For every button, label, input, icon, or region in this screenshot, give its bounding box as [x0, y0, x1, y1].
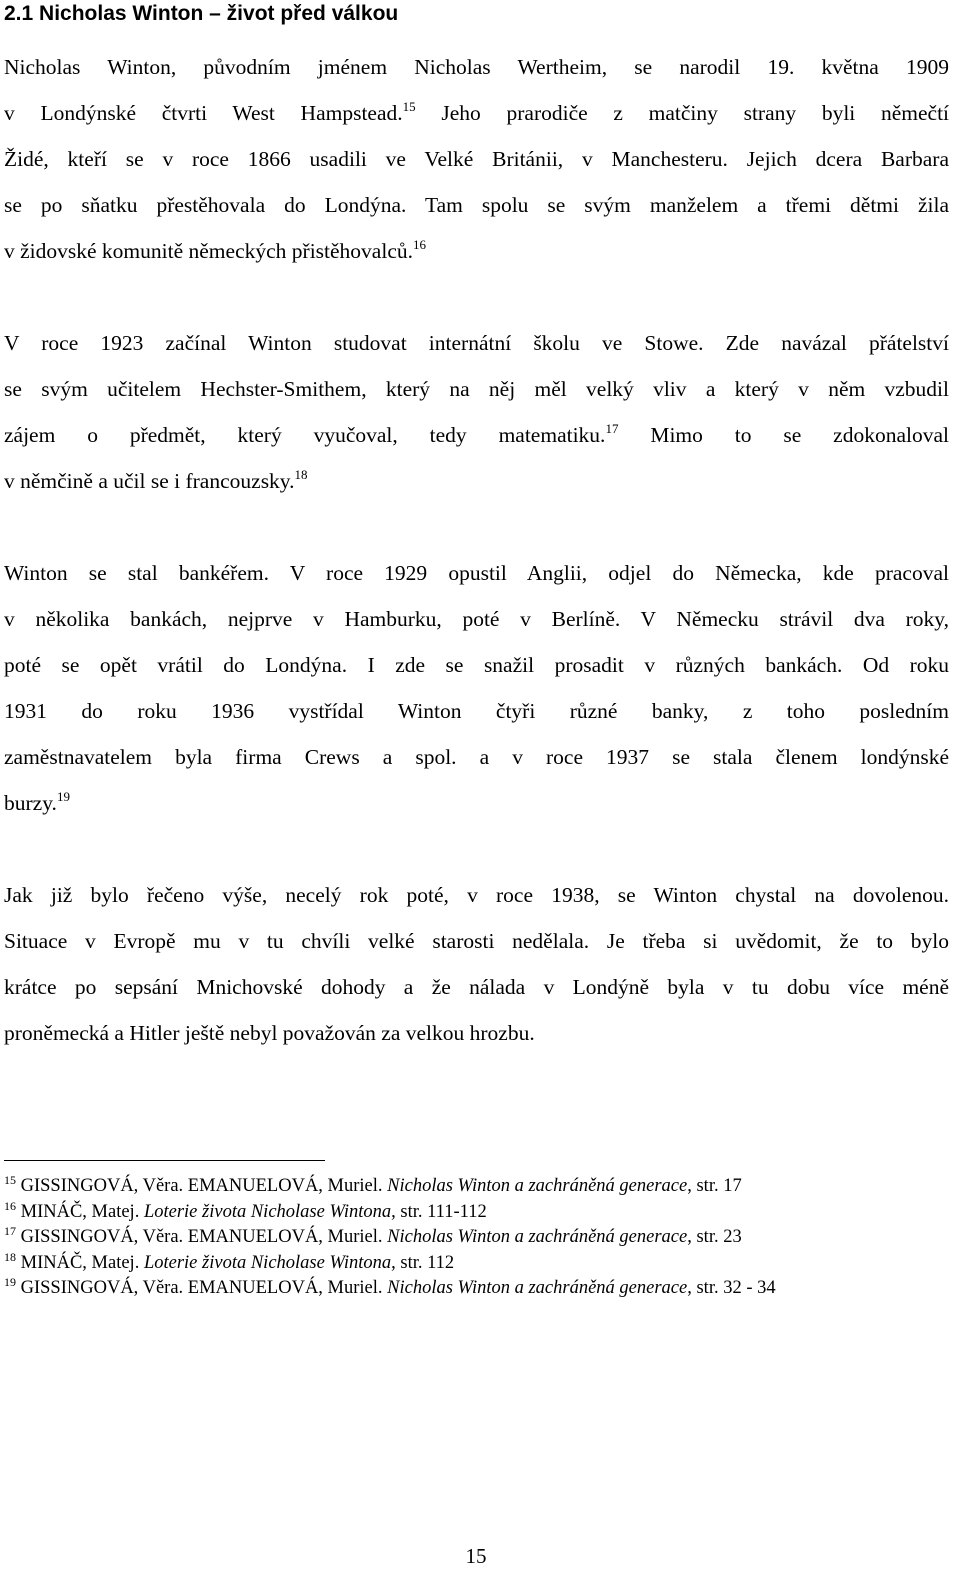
footnote-number: 16	[4, 1198, 16, 1213]
footnote-author: MINÁČ, Matej.	[20, 1201, 140, 1222]
footnote-pages: , str. 112	[391, 1252, 455, 1273]
text-line: v několika bankách, nejprve v Hamburku, poté v Berlíně. V Německu strávil dva roky,	[4, 607, 949, 631]
text-line: zaměstnavatelem byla firma Crews a spol. a v roce 1937 se stala členem londýnské	[4, 745, 949, 769]
text-segment: Jeho prarodiče z matčiny strany byli němečtí	[441, 101, 950, 125]
text-line: se svým učitelem Hechster-Smithem, který na něj měl velký vliv a který v něm vzbudil	[4, 377, 949, 401]
text-line	[4, 780, 949, 826]
text-line	[4, 90, 949, 136]
footnote-item	[4, 1251, 949, 1277]
text-line: Židé, kteří se v roce 1866 usadili ve Velké Británii, v Manchesteru. Jejich dcera Barbara	[4, 147, 949, 171]
footnote-ref[interactable]: 15	[402, 99, 416, 114]
text-line: V roce 1923 začínal Winton studovat internátní školu ve Stowe. Zde navázal přátelství	[4, 331, 949, 355]
text-line: poté se opět vrátil do Londýna. I zde se snažil prosadit v různých bankách. Od roku	[4, 653, 949, 677]
page-number: 15	[465, 1544, 487, 1568]
footnote-pages: , str. 32 - 34	[687, 1278, 776, 1298]
text-line: proněmecká a Hitler ještě nebyl považován za velkou hrozbu.	[4, 1021, 535, 1045]
section-heading: 2.1 Nicholas Winton – život před válkou	[4, 2, 399, 25]
footnote-item	[4, 1200, 949, 1226]
footnote-item	[4, 1276, 949, 1302]
text-segment: burzy.	[4, 791, 57, 815]
text-line: se po sňatku přestěhovala do Londýna. Tam spolu se svým manželem a třemi dětmi žila	[4, 193, 949, 217]
text-line: 1931 do roku 1936 vystřídal Winton čtyři různé banky, z toho posledním	[4, 699, 949, 723]
footnote-separator	[4, 1160, 325, 1161]
footnote-author: GISSINGOVÁ, Věra. EMANUELOVÁ, Muriel.	[20, 1227, 383, 1247]
footnote-number: 19	[4, 1275, 16, 1289]
footnote-author: MINÁČ, Matej.	[20, 1252, 140, 1273]
footnote-author: GISSINGOVÁ, Věra. EMANUELOVÁ, Muriel.	[20, 1278, 383, 1298]
footnote-ref[interactable]: 17	[605, 421, 619, 436]
text-line: Jak již bylo řečeno výše, necelý rok poté, v roce 1938, se Winton chystal na dovolenou.	[4, 883, 949, 907]
footnote-pages: , str. 23	[687, 1227, 742, 1247]
footnote-ref[interactable]: 16	[412, 237, 426, 252]
text-line	[4, 228, 949, 274]
footnote-pages: , str. 111-112	[391, 1201, 487, 1222]
footnotes-list	[4, 1174, 949, 1302]
text-line: Winton se stal bankéřem. V roce 1929 opustil Anglii, odjel do Německa, kde pracoval	[4, 561, 949, 585]
text-line: Nicholas Winton, původním jménem Nicholas Wertheim, se narodil 19. května 1909	[4, 55, 949, 79]
paragraph-early-life	[4, 44, 949, 274]
paragraph-1938	[4, 872, 949, 1056]
text-segment: Mimo to se zdokonaloval	[650, 423, 949, 447]
footnote-ref[interactable]: 19	[56, 789, 70, 804]
text-line	[4, 412, 949, 458]
text-line: Situace v Evropě mu v tu chvíli velké starosti nedělala. Je třeba si uvědomit, že to bylo	[4, 929, 949, 953]
footnote-title: Nicholas Winton a zachráněná generace	[387, 1278, 688, 1298]
footnote-title: Nicholas Winton a zachráněná generace	[387, 1227, 688, 1247]
text-line	[4, 458, 949, 504]
footnote-item	[4, 1174, 949, 1200]
text-segment: v Londýnské čtvrti West Hampstead.	[4, 101, 403, 125]
footnote-item	[4, 1225, 949, 1251]
footnote-number: 15	[4, 1173, 16, 1187]
text-segment: v židovské komunitě německých přistěhovalců.	[4, 239, 413, 263]
footnote-author: GISSINGOVÁ, Věra. EMANUELOVÁ, Muriel.	[20, 1176, 383, 1196]
text-segment: v němčině a učil se i francouzsky.	[4, 469, 295, 493]
footnote-title: Loterie života Nicholase Wintona	[143, 1201, 392, 1222]
footnote-ref[interactable]: 18	[294, 467, 308, 482]
paragraph-school	[4, 320, 949, 504]
footnote-title: Loterie života Nicholase Wintona	[143, 1252, 392, 1273]
footnote-number: 18	[4, 1249, 16, 1264]
footnote-number: 17	[4, 1224, 16, 1238]
text-line: krátce po sepsání Mnichovské dohody a že nálada v Londýně byla v tu dobu více méně	[4, 975, 949, 999]
footnote-pages: , str. 17	[687, 1176, 742, 1196]
paragraph-banker	[4, 550, 949, 826]
footnote-title: Nicholas Winton a zachráněná generace	[387, 1176, 688, 1196]
text-segment: zájem o předmět, který vyučoval, tedy matematiku.	[4, 423, 606, 447]
